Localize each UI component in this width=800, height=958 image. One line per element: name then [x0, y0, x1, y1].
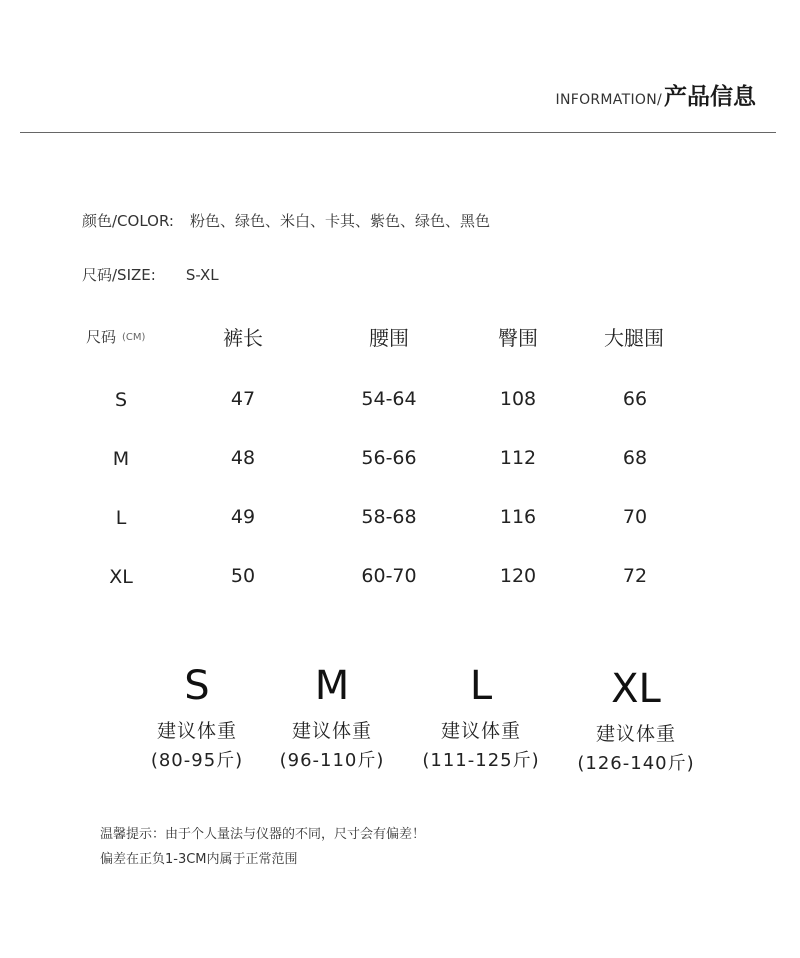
row-size-label: XL: [109, 566, 133, 588]
row-size-label: M: [112, 448, 130, 470]
weight-label: 建议体重: [156, 720, 238, 742]
table-cell: 60-70: [361, 565, 417, 587]
size-header-label: 尺码: [86, 328, 117, 346]
weight-range: (96-110斤): [279, 750, 385, 771]
table-cell: 108: [499, 388, 537, 410]
table-cell: 56-66: [361, 447, 417, 469]
measurement-notes: [100, 822, 425, 872]
size-label: 尺码/SIZE:: [82, 266, 156, 284]
row-size-label: L: [115, 507, 127, 529]
table-cell: 49: [230, 506, 256, 528]
table-cell: 54-64: [361, 388, 417, 410]
title-english: INFORMATION/: [555, 92, 662, 108]
color-value: 粉色、绿色、米白、卡其、紫色、绿色、黑色: [189, 212, 490, 230]
row-size-label: S: [114, 389, 128, 411]
weight-size-letter: M: [314, 663, 350, 709]
table-cell: 68: [622, 447, 648, 469]
weight-card-s: [151, 664, 243, 772]
table-cell: 120: [499, 565, 537, 587]
weight-label: 建议体重: [440, 720, 522, 742]
column-header-thigh: 大腿围: [604, 326, 664, 350]
weight-size-letter: XL: [611, 666, 661, 712]
size-value: S-XL: [185, 266, 219, 284]
note-line-2: 偏差在正负1-3CM内属于正常范围: [100, 852, 298, 867]
weight-range: (80-95斤): [150, 750, 244, 771]
table-cell: 48: [230, 447, 256, 469]
weight-range: (111-125斤): [422, 750, 540, 771]
note-line-1: 温馨提示：由于个人量法与仪器的不同，尺寸会有偏差！: [100, 827, 426, 842]
weight-card-l: [422, 664, 539, 772]
weight-size-letter: L: [469, 663, 493, 709]
table-cell: 112: [499, 447, 537, 469]
weight-label: 建议体重: [595, 723, 677, 745]
table-cell: 66: [622, 388, 648, 410]
table-cell: 70: [622, 506, 648, 528]
unit-label: (CM): [122, 332, 146, 343]
table-cell: 58-68: [361, 506, 417, 528]
weight-size-letter: S: [184, 663, 210, 709]
weight-label: 建议体重: [291, 720, 372, 742]
size-column-header: [86, 326, 145, 347]
column-header-length: 裤长: [223, 326, 263, 350]
column-header-hip: 臀围: [498, 326, 538, 350]
color-label: 颜色/COLOR:: [82, 212, 174, 230]
column-header-waist: 腰围: [369, 326, 409, 350]
weight-range: (126-140斤): [577, 753, 695, 774]
table-cell: 72: [622, 565, 648, 587]
weight-card-m: [280, 664, 385, 772]
table-cell: 50: [230, 565, 256, 587]
table-cell: 116: [499, 506, 537, 528]
title-chinese: 产品信息: [664, 84, 756, 110]
weight-card-xl: [577, 667, 694, 775]
table-cell: 47: [230, 388, 256, 410]
